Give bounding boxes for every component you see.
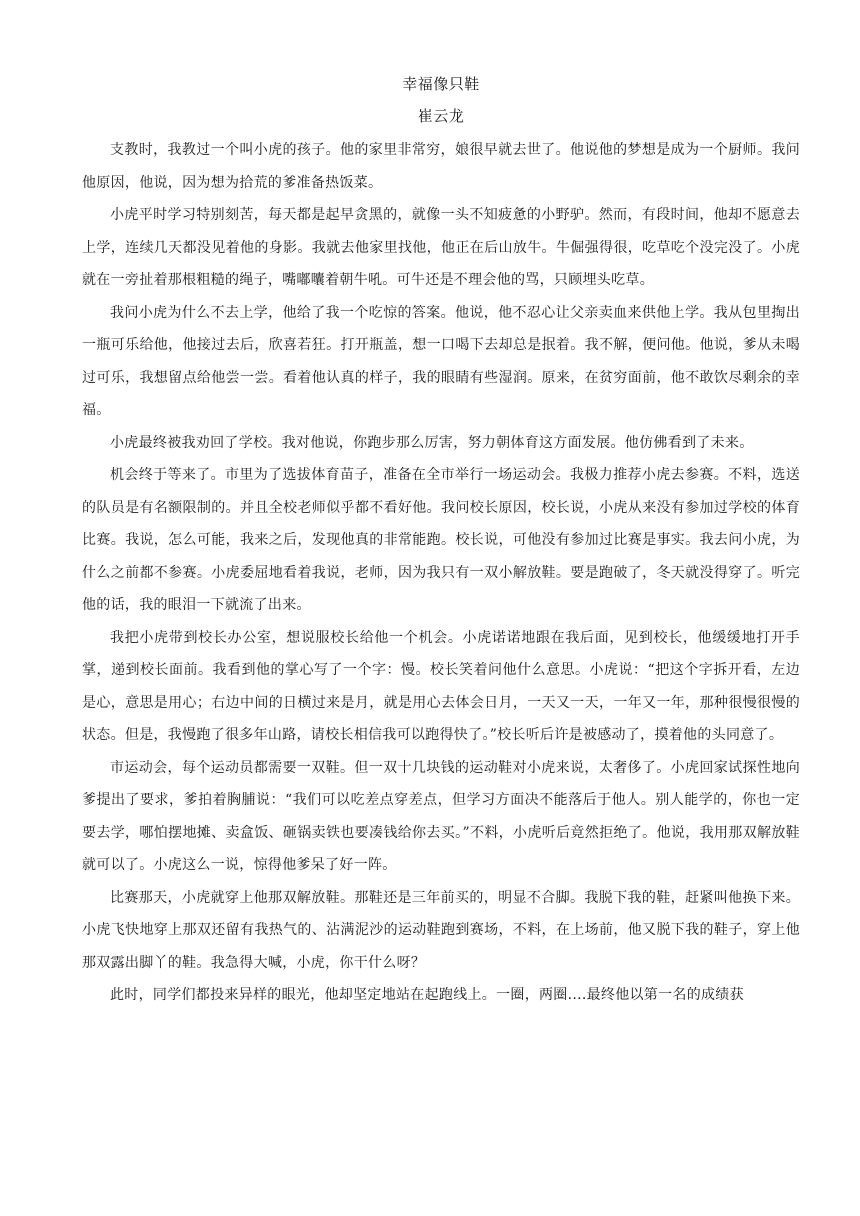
paragraph-2: 小虎平时学习特别刻苦，每天都是起早贪黑的，就像一头不知疲惫的小野驴。然而，有段时间，他却不愿意去上学，连续几天都没见着他的身影。我就去他家里找他，他正在后山放牛。牛倔强得很，吃草吃个没完没了。小虎就在一旁扯着那根粗糙的绳子，嘴嘟囔着朝牛吼。可牛还是不理会他的骂，只顾埋头吃草。 bbox=[82, 207, 800, 288]
paragraph-9: 此时，同学们都投来异样的眼光，他却坚定地站在起跑线上。一圈，两圈....最终他以第一名的成绩获 bbox=[110, 987, 744, 1003]
paragraph-3: 我问小虎为什么不去上学，他给了我一个吃惊的答案。他说，他不忍心让父亲卖血来供他上学。我从包里掏出一瓶可乐给他，他接过去后，欣喜若狂。打开瓶盖，想一口喝下去却总是抿着。我不解，便问他。他说，爹从未喝过可乐，我想留点给他尝一尝。看着他认真的样子，我的眼睛有些湿润。原来，在贫穷面前，他不敢饮尽剩余的幸福。 bbox=[82, 304, 800, 418]
paragraph-5: 机会终于等来了。市里为了选拔体育苗子，准备在全市举行一场运动会。我极力推荐小虎去参赛。不料，选送的队员是有名额限制的。并且全校老师似乎都不看好他。我问校长原因，校长说，小虎从来没有参加过学校的体育比赛。我说，怎么可能，我来之后，发现他真的非常能跑。校长说，可他没有参加过比赛是事实。我去问小虎，为什么之前都不参赛。小虎委屈地看着我说，老师，因为我只有一双小解放鞋。要是跑破了，冬天就没得穿了。听完他的话，我的眼泪一下就流了出来。 bbox=[82, 467, 800, 613]
article-author: 崔云龙 bbox=[417, 107, 465, 125]
paragraph-6: 我把小虎带到校长办公室，想说服校长给他一个机会。小虎诺诺地跟在我后面，见到校长，他缓缓地打开手掌，递到校长面前。我看到他的掌心写了一个字：慢。校长笑着问他什么意思。小虎说：“把这个字拆开看，左边是心，意思是用心；右边中间的日横过来是月，就是用心去体会日月，一天又一天，一年又一年，那种很慢很慢的状态。但是，我慢跑了很多年山路，请校长相信我可以跑得快了。”校长听后许是被感动了，摸着他的头同意了。 bbox=[82, 629, 800, 743]
article-title: 幸福像只鞋 bbox=[402, 75, 480, 93]
paragraph-1: 支教时，我教过一个叫小虎的孩子。他的家里非常穷，娘很早就去世了。他说他的梦想是成为一个厨师。我问他原因，他说，因为想为拾荒的爹准备热饭菜。 bbox=[82, 142, 800, 191]
paragraph-8: 比赛那天，小虎就穿上他那双解放鞋。那鞋还是三年前买的，明显不合脚。我脱下我的鞋，赶紧叫他换下来。小虎飞快地穿上那双还留有我热气的、沾满泥沙的运动鞋跑到赛场，不料，在上场前，他又脱下我的鞋子，穿上他那双露出脚丫的鞋。我急得大喊，小虎，你干什么呀？ bbox=[82, 889, 800, 971]
paragraph-7: 市运动会，每个运动员都需要一双鞋。但一双十几块钱的运动鞋对小虎来说，太奢侈了。小虎回家试探性地向爹提出了要求，爹拍着胸脯说：“我们可以吃差点穿差点，但学习方面决不能落后于他人。别人能学的，你也一定要去学，哪怕摆地摊、卖盒饭、砸锅卖铁也要凑钱给你去买。”不料，小虎听后竟然拒绝了。他说，我用那双解放鞋就可以了。小虎这么一说，惊得他爹呆了好一阵。 bbox=[82, 759, 800, 873]
paragraph-4: 小虎最终被我劝回了学校。我对他说，你跑步那么厉害，努力朝体育这方面发展。他仿佛看到了未来。 bbox=[110, 434, 754, 451]
